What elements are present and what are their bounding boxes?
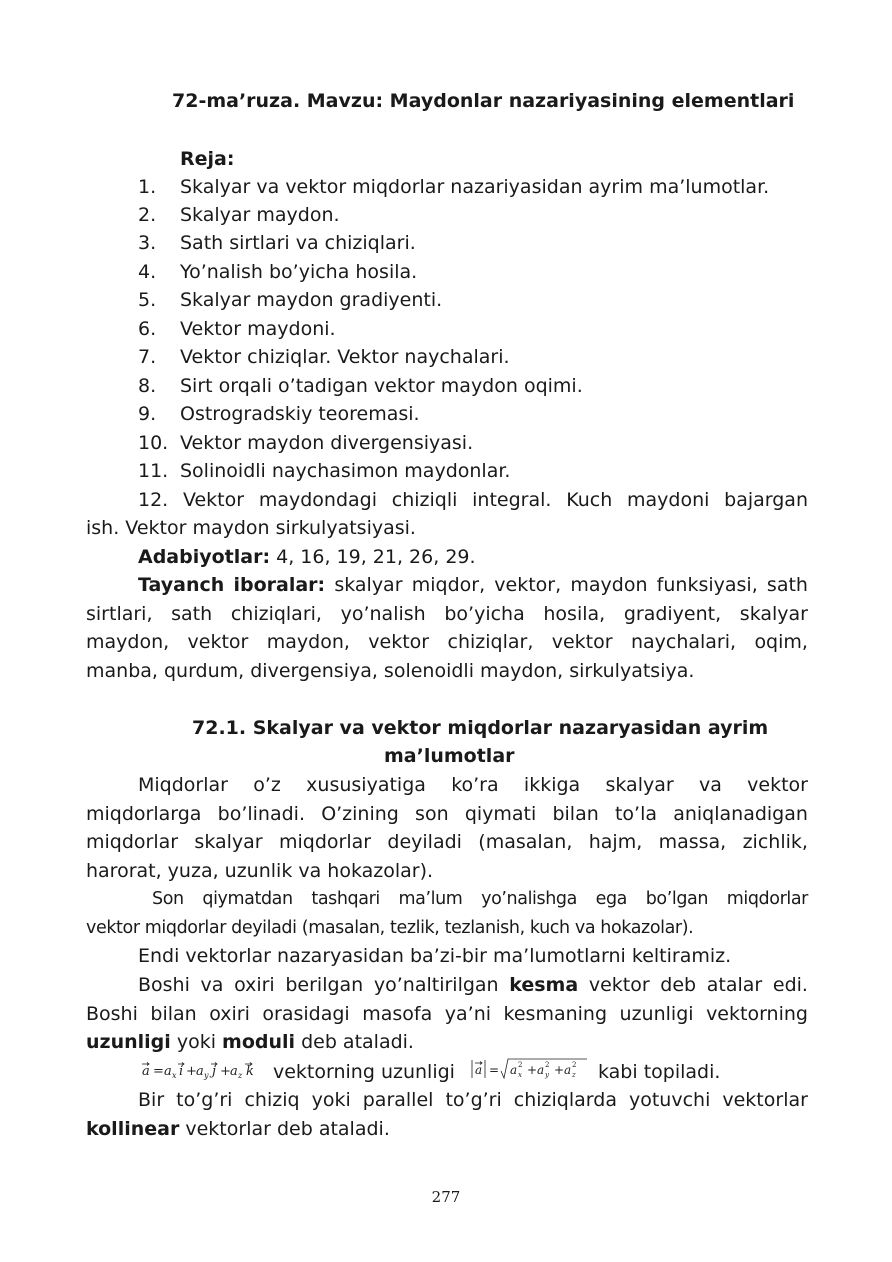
para4-line3 xyxy=(86,1028,414,1056)
svg-text:2: 2 xyxy=(572,1061,577,1069)
para5-line2-rest: vektorlar deb ataladi. xyxy=(185,1118,390,1140)
word: gradiyent, xyxy=(623,603,722,625)
word: tashqari xyxy=(311,889,380,909)
svg-text:a: a xyxy=(564,1063,572,1077)
word: o’z xyxy=(253,774,281,796)
word: zichlik, xyxy=(742,831,808,853)
word: 12. xyxy=(138,489,169,511)
svg-text:z: z xyxy=(238,1071,243,1080)
word: deyiladi xyxy=(387,831,462,853)
item-number: 8. xyxy=(138,375,157,397)
item-text: Vektor chiziqlar. Vektor naychalari. xyxy=(180,346,510,368)
item-text: Skalyar va vektor miqdorlar nazariyasidan ayrim ma’lumotlar. xyxy=(180,176,770,198)
svg-text:+: + xyxy=(220,1064,231,1079)
svg-text:a: a xyxy=(475,1063,483,1077)
formula-text2: kabi topiladi. xyxy=(598,1061,721,1083)
svg-text:a: a xyxy=(510,1063,518,1077)
item-text: Sirt orqali o’tadigan vektor maydon oqimi. xyxy=(180,375,583,397)
para1-line1 xyxy=(138,771,808,799)
para2-line2: vektor miqdorlar deyiladi (masalan, tezlik, tezlanish, kuch va hokazolar). xyxy=(86,918,694,938)
svg-text:k: k xyxy=(246,1064,254,1079)
word: skalyar xyxy=(194,831,263,853)
item-text: Ostrogradskiy teoremasi. xyxy=(180,403,420,425)
word: miqdor, xyxy=(411,574,486,596)
vector-length-formula xyxy=(469,1056,593,1082)
para4-line3-end: deb ataladi. xyxy=(295,1031,414,1053)
word: skalyar xyxy=(334,574,403,596)
word: xususiyatiga xyxy=(306,774,426,796)
word: naychalari, xyxy=(630,631,737,653)
section-title-line1: 72.1. Skalyar va vektor miqdorlar nazaryasidan ayrim xyxy=(192,717,769,739)
word: oxiri xyxy=(234,974,275,996)
section-title-line2: ma’lumotlar xyxy=(384,745,515,767)
word: chiziqlarda xyxy=(513,1089,617,1111)
word: maydon, xyxy=(266,631,350,653)
word: bilan xyxy=(150,1003,197,1025)
word: maydon xyxy=(570,574,648,596)
word: O’zining xyxy=(321,803,399,825)
term-kollinear: kollinear xyxy=(86,1118,180,1140)
word: oxiri xyxy=(209,1003,250,1025)
item-text: Vektor maydon divergensiyasi. xyxy=(180,432,474,454)
word: maydondagi xyxy=(258,489,377,511)
word: hajm, xyxy=(588,831,643,853)
word: to’g’ri xyxy=(445,1089,502,1111)
word: hosila, xyxy=(543,603,606,625)
word: massa, xyxy=(658,831,727,853)
lecture-title: 72-ma’ruza. Mavzu: Maydonlar nazariyasining elementlari xyxy=(172,90,795,112)
word: Boshi xyxy=(86,1003,138,1025)
word: masofa xyxy=(362,1003,433,1025)
word: atalar xyxy=(706,974,763,996)
word: ega xyxy=(595,889,628,909)
word: orasidagi xyxy=(262,1003,350,1025)
item-text: Solinoidli naychasimon maydonlar. xyxy=(180,460,511,482)
word: ya’ni xyxy=(444,1003,492,1025)
word: skalyar xyxy=(605,774,674,796)
item-text: Vektor maydoni. xyxy=(180,318,336,340)
word: Miqdorlar xyxy=(138,774,228,796)
svg-text:+: + xyxy=(554,1063,565,1077)
word: bo’linadi. xyxy=(217,803,305,825)
word: chiziqli xyxy=(391,489,458,511)
item-number: 4. xyxy=(138,261,157,283)
svg-text:a: a xyxy=(164,1064,172,1079)
svg-text:a: a xyxy=(196,1064,204,1079)
item-number: 11. xyxy=(138,460,169,482)
word: berilgan xyxy=(285,974,364,996)
word: bilan xyxy=(552,803,599,825)
para1-line2 xyxy=(86,800,808,828)
word: aniqlanadigan xyxy=(673,803,808,825)
word: iboralar: xyxy=(233,574,326,596)
item-number: 3. xyxy=(138,232,157,254)
word: miqdorlarga xyxy=(86,803,202,825)
word: maydon, xyxy=(86,631,170,653)
key-terms-line3 xyxy=(86,628,808,656)
word: miqdorlar xyxy=(726,889,808,909)
word: vektor xyxy=(187,631,249,653)
item-text: Skalyar maydon. xyxy=(180,204,340,226)
word: vektorning xyxy=(706,1003,808,1025)
svg-text:j: j xyxy=(212,1064,217,1079)
para5-line1 xyxy=(138,1086,808,1114)
word: to’la xyxy=(614,803,658,825)
word: vektor xyxy=(588,974,650,996)
references xyxy=(138,543,476,571)
item-text: Skalyar maydon gradiyenti. xyxy=(180,289,443,311)
word: uzunligi xyxy=(619,1003,694,1025)
word: yo’naltirilgan xyxy=(373,974,499,996)
word: bo’yicha xyxy=(444,603,525,625)
word: va xyxy=(200,974,224,996)
word: Son xyxy=(152,889,184,909)
word: Kuch xyxy=(566,489,613,511)
word: ma’lum xyxy=(398,889,463,909)
word: bo’lgan xyxy=(645,889,709,909)
item-number: 2. xyxy=(138,204,157,226)
svg-text:2: 2 xyxy=(518,1061,523,1069)
svg-text:=: = xyxy=(489,1063,500,1077)
key-terms-line4: manba, qurdum, divergensiya, solenoidli maydon, sirkulyatsiya. xyxy=(86,660,695,682)
word: vektorlar xyxy=(722,1089,808,1111)
para1-line3 xyxy=(86,828,808,856)
word: to’g’ri xyxy=(176,1089,233,1111)
references-label: Adabiyotlar: xyxy=(138,546,271,568)
svg-text:i: i xyxy=(179,1064,184,1079)
svg-text:=: = xyxy=(153,1064,164,1079)
key-terms-line2 xyxy=(86,600,808,628)
word: qiymatdan xyxy=(202,889,293,909)
word: integral. xyxy=(472,489,552,511)
item-text: Sath sirtlari va chiziqlari. xyxy=(180,232,416,254)
term-moduli: moduli xyxy=(222,1031,296,1053)
word: yotuvchi xyxy=(628,1089,711,1111)
word: parallel xyxy=(362,1089,434,1111)
formula-text1: vektorning uzunligi xyxy=(273,1061,455,1083)
svg-text:y: y xyxy=(545,1071,549,1079)
word: sath xyxy=(171,603,213,625)
word: miqdorlar xyxy=(278,831,372,853)
word: yo’nalish xyxy=(340,603,426,625)
word: ko’ra xyxy=(451,774,499,796)
word: edi. xyxy=(772,974,808,996)
para3: Endi vektorlar nazaryasidan ba’zi-bir ma’lumotlarni keltiramiz. xyxy=(138,945,732,967)
svg-text:a: a xyxy=(230,1064,238,1079)
word: son xyxy=(415,803,449,825)
word: chiziq xyxy=(244,1089,300,1111)
word: qiymati xyxy=(464,803,537,825)
word: vektor xyxy=(551,631,613,653)
svg-text:+: + xyxy=(186,1064,197,1079)
word: kesmaning xyxy=(503,1003,608,1025)
plan-heading: Reja: xyxy=(180,148,235,170)
para4-line2 xyxy=(86,1000,808,1028)
word: vektor xyxy=(368,631,430,653)
item-number: 5. xyxy=(138,289,157,311)
word: (masalan, xyxy=(478,831,573,853)
word: Vektor xyxy=(182,489,245,511)
item-text: Yo’nalish bo’yicha hosila. xyxy=(180,261,418,283)
word: deb xyxy=(660,974,697,996)
word: vektor, xyxy=(494,574,562,596)
page-number: 277 xyxy=(431,1188,461,1206)
item-number: 9. xyxy=(138,403,157,425)
word: chiziqlari, xyxy=(230,603,322,625)
word: maydoni xyxy=(626,489,710,511)
svg-text:a: a xyxy=(537,1063,545,1077)
word: Boshi xyxy=(138,974,190,996)
vector-expansion-formula xyxy=(140,1058,270,1082)
plan-item-12-line2: ish. Vektor maydon sirkulyatsiyasi. xyxy=(86,517,416,539)
item-number: 10. xyxy=(138,432,169,454)
word: sath xyxy=(766,574,808,596)
svg-text:a: a xyxy=(142,1064,150,1079)
word: vektor xyxy=(747,774,808,796)
word: Bir xyxy=(138,1089,165,1111)
word: skalyar xyxy=(739,603,808,625)
word: va xyxy=(698,774,722,796)
word: ikkiga xyxy=(523,774,581,796)
plan-item-12-line1 xyxy=(138,486,808,514)
item-number: 6. xyxy=(138,318,157,340)
svg-text:+: + xyxy=(527,1063,538,1077)
para5-line2 xyxy=(86,1115,390,1143)
para4-line1 xyxy=(138,971,808,999)
word: chiziqlar, xyxy=(447,631,534,653)
word: miqdorlar xyxy=(86,831,179,853)
para2-line1 xyxy=(152,885,808,913)
svg-text:2: 2 xyxy=(545,1061,550,1069)
key-terms-line1 xyxy=(138,571,808,599)
item-number: 1. xyxy=(138,176,157,198)
svg-text:z: z xyxy=(572,1071,576,1079)
word: funksiyasi, xyxy=(656,574,758,596)
word: bajargan xyxy=(724,489,808,511)
word: yo’nalishga xyxy=(481,889,577,909)
word: oqim, xyxy=(754,631,808,653)
word: Tayanch xyxy=(138,574,225,596)
para1-line4: harorat, yuza, uzunlik va hokazolar). xyxy=(86,860,434,882)
word: yoki xyxy=(311,1089,351,1111)
svg-text:x: x xyxy=(518,1071,522,1079)
word-yoki: yoki xyxy=(176,1031,216,1053)
item-number: 7. xyxy=(138,346,157,368)
references-text: 4, 16, 19, 21, 26, 29. xyxy=(276,546,476,568)
svg-text:y: y xyxy=(204,1071,209,1080)
word: sirtlari, xyxy=(86,603,153,625)
svg-text:x: x xyxy=(172,1071,177,1080)
word: kesma xyxy=(509,974,579,996)
term-uzunligi: uzunligi xyxy=(86,1031,171,1053)
